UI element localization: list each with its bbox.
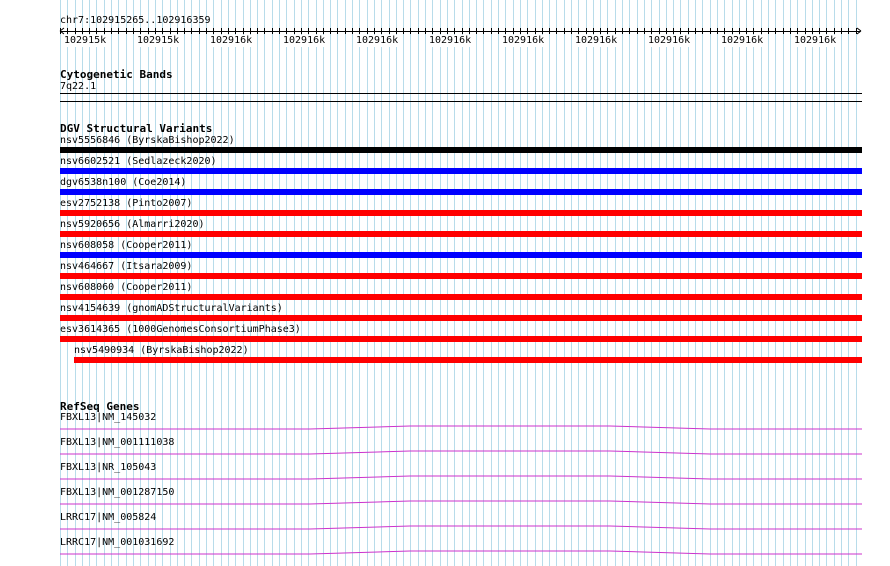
ruler-tick-label: 102916k xyxy=(283,35,326,46)
ruler-tick-label: 102916k xyxy=(721,35,764,46)
ruler-tick-label: 102916k xyxy=(502,35,545,46)
variant-label[interactable]: nsv6602521 (Sedlazeck2020) xyxy=(60,156,217,167)
ruler-tick-label: 102915k xyxy=(64,35,107,46)
cytoband-label[interactable]: 7q22.1 xyxy=(60,81,97,92)
ruler-tick-label: 102916k xyxy=(794,35,837,46)
variant-label[interactable]: nsv608060 (Cooper2011) xyxy=(60,282,193,293)
gene-label[interactable]: FBXL13|NM_001111038 xyxy=(60,437,175,448)
gene-model-line xyxy=(60,476,862,479)
ruler-tick-label: 102916k xyxy=(356,35,399,46)
track-title-cytobands: Cytogenetic Bands xyxy=(60,68,173,81)
track-title-refseq: RefSeq Genes xyxy=(60,400,140,413)
gene-label[interactable]: FBXL13|NM_001287150 xyxy=(60,487,175,498)
gene-model-line xyxy=(60,526,862,529)
ruler-tick-label: 102916k xyxy=(575,35,618,46)
variant-label[interactable]: nsv5920656 (Almarri2020) xyxy=(60,219,205,230)
location-label: chr7:102915265..102916359 xyxy=(60,15,211,26)
gene-model-line xyxy=(60,551,862,554)
ruler-tick-label: 102915k xyxy=(137,35,180,46)
gene-label[interactable]: LRRC17|NM_005824 xyxy=(60,512,157,523)
track-title-dgv: DGV Structural Variants xyxy=(60,122,213,135)
variant-label[interactable]: dgv6538n100 (Coe2014) xyxy=(60,177,187,188)
variant-label[interactable]: nsv5556846 (ByrskaBishop2022) xyxy=(60,135,235,146)
gene-model-line xyxy=(60,451,862,454)
gene-label[interactable]: LRRC17|NM_001031692 xyxy=(60,537,175,548)
variant-label[interactable]: nsv464667 (Itsara2009) xyxy=(60,261,193,272)
gene-label[interactable]: FBXL13|NM_145032 xyxy=(60,412,157,423)
variant-label[interactable]: esv3614365 (1000GenomesConsortiumPhase3) xyxy=(60,324,301,335)
variant-label[interactable]: nsv5490934 (ByrskaBishop2022) xyxy=(74,345,249,356)
ruler-tick-label: 102916k xyxy=(210,35,253,46)
variant-label[interactable]: nsv608058 (Cooper2011) xyxy=(60,240,193,251)
gene-model-line xyxy=(60,501,862,504)
gene-model-line xyxy=(60,426,862,429)
variant-label[interactable]: esv2752138 (Pinto2007) xyxy=(60,198,193,209)
gene-label[interactable]: FBXL13|NR_105043 xyxy=(60,462,157,473)
ruler-tick-label: 102916k xyxy=(648,35,691,46)
ruler-tick-label: 102916k xyxy=(429,35,472,46)
variant-label[interactable]: nsv4154639 (gnomADStructuralVariants) xyxy=(60,303,283,314)
